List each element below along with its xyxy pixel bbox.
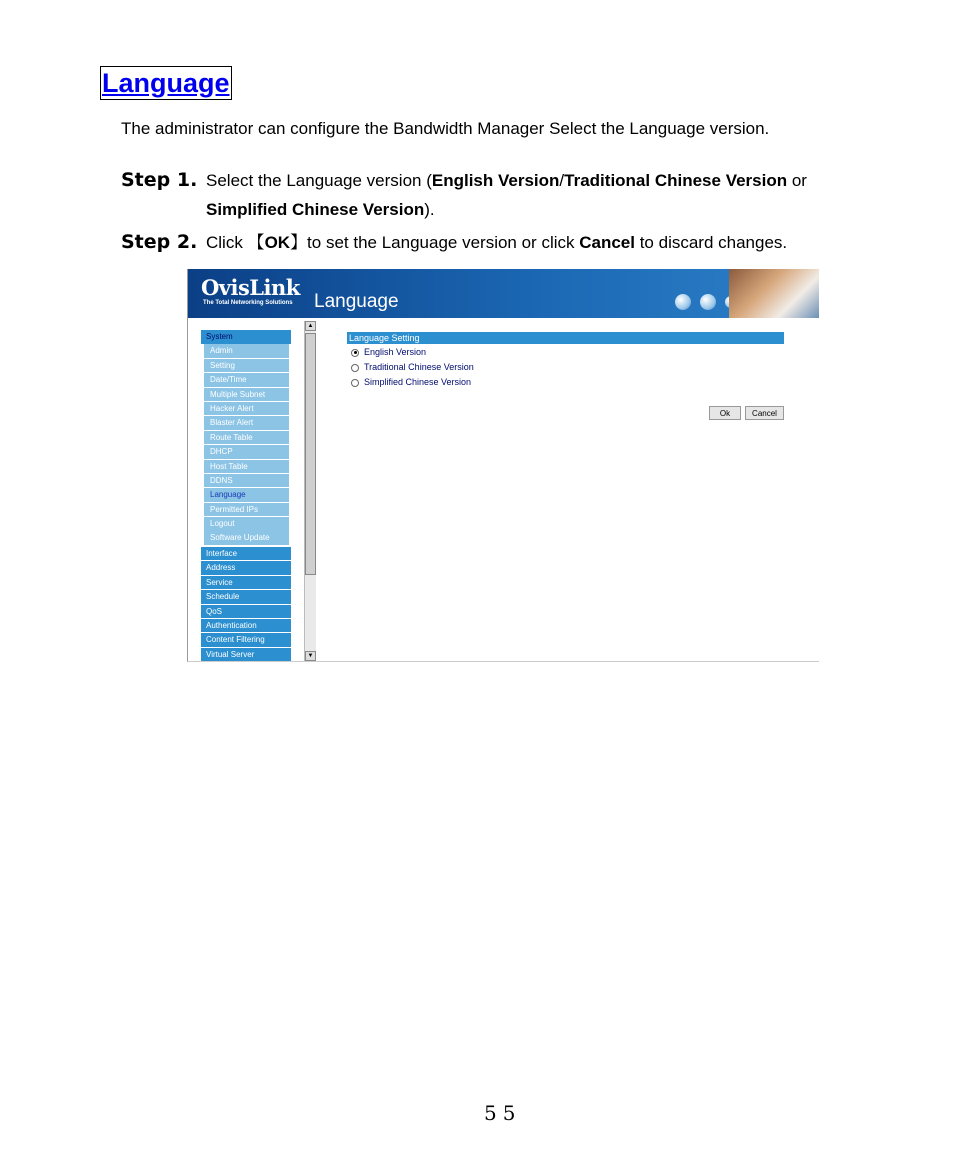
step-2-text: Click 【 [206,233,265,252]
radio-icon[interactable] [351,349,359,357]
sidebar-item[interactable]: Authentication [201,619,291,633]
ok-text: OK [264,233,291,252]
sidebar-item[interactable]: Schedule [201,590,291,604]
sidebar-item[interactable]: Content Filtering [201,633,291,647]
language-option-label: Traditional Chinese Version [364,362,474,372]
sidebar-item[interactable]: Setting [204,359,289,373]
traditional-version-text: Traditional Chinese Version [564,171,788,190]
step-1-label: Step 1. [121,169,198,191]
sidebar-item[interactable]: Hacker Alert [204,402,289,416]
simplified-version-text: Simplified Chinese Version [206,200,425,219]
sidebar-item[interactable]: Host Table [204,460,289,474]
globe-icon [700,294,716,310]
sidebar-item[interactable]: Logout [204,517,289,531]
radio-icon[interactable] [351,379,359,387]
sidebar-item[interactable]: Virtual Server [201,648,291,662]
sidebar-item[interactable]: QoS [201,605,291,619]
radio-icon[interactable] [351,364,359,372]
page-heading: Language [102,68,230,98]
step-1-end: ). [424,200,435,219]
sidebar-menu [201,330,291,662]
scrollbar[interactable] [304,321,316,661]
sidebar-item[interactable]: Language [204,488,289,502]
sidebar-item[interactable]: Multiple Subnet [204,388,289,402]
ovislink-logo: OvisLink [201,275,300,300]
language-option[interactable] [351,377,471,387]
sidebar-item[interactable]: Interface [201,547,291,561]
scroll-up-icon[interactable]: ▲ [305,321,316,331]
banner-photo [729,269,819,318]
banner [188,269,819,318]
cancel-button[interactable]: Cancel [745,406,784,420]
scroll-down-icon[interactable]: ▼ [305,651,316,661]
sidebar-item[interactable]: System [201,330,291,344]
cancel-text: Cancel [579,233,635,252]
sidebar-item[interactable]: Date/Time [204,373,289,387]
language-setting-header: Language Setting [347,332,784,344]
step-1-or: or [787,171,807,190]
sidebar-item[interactable]: Software Update [204,531,289,545]
sidebar-item[interactable]: DDNS [204,474,289,488]
sidebar-item[interactable]: Blaster Alert [204,416,289,430]
embedded-screenshot [187,269,819,662]
step-1-sep: / [559,171,565,190]
language-option[interactable] [351,347,426,357]
sidebar-item[interactable]: Service [201,576,291,590]
ok-button[interactable]: Ok [709,406,741,420]
sidebar-item[interactable]: DHCP [204,445,289,459]
sidebar-item[interactable]: Permitted IPs [204,503,289,517]
banner-title: Language [314,291,399,312]
step-2 [121,228,787,257]
logo-tagline: The Total Networking Solutions [203,300,293,306]
scroll-thumb[interactable] [305,333,316,575]
intro-text: The administrator can configure the Bandwidth Manager Select the Language version. [121,119,770,138]
step-2-end: to discard changes. [634,233,788,252]
globe-icon [675,294,691,310]
step-2-mid: 】to set the Language version or click [290,233,580,252]
step-1-text: Select the Language version ( [206,171,432,190]
step-2-label: Step 2. [121,231,198,253]
language-option-label: English Version [364,347,427,357]
english-version-text: English Version [431,171,560,190]
language-option-label: Simplified Chinese Version [364,377,472,387]
sidebar-item[interactable]: Admin [204,344,289,358]
page-number: 55 [484,1101,522,1125]
step-1 [121,166,807,224]
sidebar-item[interactable]: Route Table [204,431,289,445]
language-option[interactable] [351,362,474,372]
sidebar-item[interactable]: Address [201,561,291,575]
